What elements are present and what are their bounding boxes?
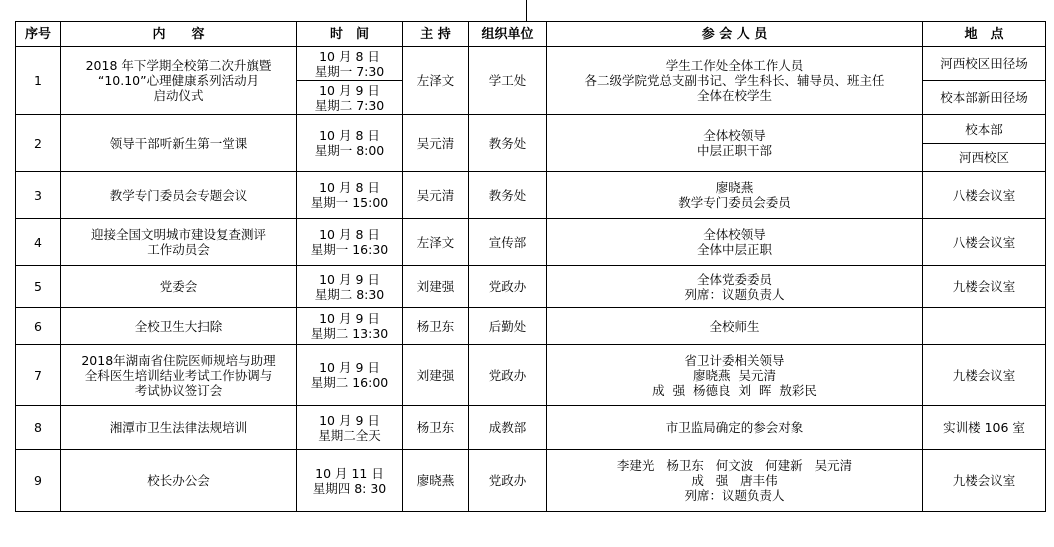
table-row xyxy=(16,219,1046,266)
row-time: 10 月 8 日 星期一 15:00 xyxy=(297,172,403,219)
row-content: 全校卫生大扫除 xyxy=(61,308,297,345)
row-time: 10 月 8 日 星期一 7:30 xyxy=(297,47,403,81)
row-attendees: 廖晓燕 教学专门委员会委员 xyxy=(547,172,923,219)
row-no: 6 xyxy=(16,308,61,345)
header-no: 序号 xyxy=(16,22,61,47)
table-row xyxy=(16,266,1046,308)
row-host: 左泽文 xyxy=(403,47,469,115)
row-org: 党政办 xyxy=(469,450,547,512)
row-org: 党政办 xyxy=(469,266,547,308)
header-time: 时 间 xyxy=(297,22,403,47)
row-no: 1 xyxy=(16,47,61,115)
table-row xyxy=(16,345,1046,406)
row-time: 10 月 9 日 星期二 7:30 xyxy=(297,81,403,115)
header-org: 组织单位 xyxy=(469,22,547,47)
row-content: 校长办公会 xyxy=(61,450,297,512)
row-no: 7 xyxy=(16,345,61,406)
row-attendees: 李建光 杨卫东 何文波 何建新 吴元清 成 强 唐丰伟 列席：议题负责人 xyxy=(547,450,923,512)
row-attendees: 全体校领导 中层正职干部 xyxy=(547,115,923,172)
row-location: 实训楼 106 室 xyxy=(923,406,1046,450)
row-location: 九楼会议室 xyxy=(923,266,1046,308)
row-content: 2018年湖南省住院医师规培与助理 全科医生培训结业考试工作协调与 考试协议签订会 xyxy=(61,345,297,406)
row-attendees: 全体校领导 全体中层正职 xyxy=(547,219,923,266)
header-attendees: 参 会 人 员 xyxy=(547,22,923,47)
header-location: 地 点 xyxy=(923,22,1046,47)
row-no: 2 xyxy=(16,115,61,172)
row-location: 九楼会议室 xyxy=(923,450,1046,512)
row-time: 10 月 9 日 星期二 16:00 xyxy=(297,345,403,406)
row-host: 廖晓燕 xyxy=(403,450,469,512)
row-org: 学工处 xyxy=(469,47,547,115)
row-host: 吴元清 xyxy=(403,172,469,219)
row-content: 湘潭市卫生法律法规培训 xyxy=(61,406,297,450)
row-content: 迎接全国文明城市建设复查测评 工作动员会 xyxy=(61,219,297,266)
row-location: 河西校区田径场 xyxy=(923,47,1046,81)
row-no: 8 xyxy=(16,406,61,450)
row-time: 10 月 9 日 星期二全天 xyxy=(297,406,403,450)
row-location: 九楼会议室 xyxy=(923,345,1046,406)
row-location: 八楼会议室 xyxy=(923,172,1046,219)
table-row xyxy=(16,308,1046,345)
row-location xyxy=(923,308,1046,345)
row-attendees: 全校师生 xyxy=(547,308,923,345)
row-no: 3 xyxy=(16,172,61,219)
row-no: 5 xyxy=(16,266,61,308)
header-content: 内 容 xyxy=(61,22,297,47)
row-org: 教务处 xyxy=(469,172,547,219)
row-time: 10 月 11 日 星期四 8: 30 xyxy=(297,450,403,512)
top-divider-line xyxy=(526,0,527,21)
row-org: 后勤处 xyxy=(469,308,547,345)
row-attendees: 省卫计委相关领导 廖晓燕 吴元清 成 强 杨德良 刘 晖 敖彩民 xyxy=(547,345,923,406)
table-row xyxy=(16,450,1046,512)
row-location: 校本部 xyxy=(923,115,1046,144)
row-location: 河西校区 xyxy=(923,144,1046,172)
row-org: 党政办 xyxy=(469,345,547,406)
row-host: 左泽文 xyxy=(403,219,469,266)
row-host: 杨卫东 xyxy=(403,406,469,450)
row-location: 校本部新田径场 xyxy=(923,81,1046,115)
row-host: 刘建强 xyxy=(403,345,469,406)
table-row xyxy=(16,47,1046,81)
header-host: 主 持 xyxy=(403,22,469,47)
row-content: 领导干部听新生第一堂课 xyxy=(61,115,297,172)
row-time: 10 月 9 日 星期二 8:30 xyxy=(297,266,403,308)
row-content: 教学专门委员会专题会议 xyxy=(61,172,297,219)
table-row xyxy=(16,406,1046,450)
row-host: 刘建强 xyxy=(403,266,469,308)
row-attendees: 学生工作处全体工作人员 各二级学院党总支副书记、学生科长、辅导员、班主任 全体在校学生 xyxy=(547,47,923,115)
row-org: 宣传部 xyxy=(469,219,547,266)
row-host: 杨卫东 xyxy=(403,308,469,345)
row-content: 党委会 xyxy=(61,266,297,308)
row-time: 10 月 8 日 星期一 8:00 xyxy=(297,115,403,172)
row-location: 八楼会议室 xyxy=(923,219,1046,266)
row-attendees: 全体党委委员 列席：议题负责人 xyxy=(547,266,923,308)
meeting-schedule-table xyxy=(15,21,1046,512)
row-org: 教务处 xyxy=(469,115,547,172)
header-row xyxy=(16,22,1046,47)
row-host: 吴元清 xyxy=(403,115,469,172)
row-time: 10 月 9 日 星期二 13:30 xyxy=(297,308,403,345)
table-row xyxy=(16,115,1046,144)
row-no: 9 xyxy=(16,450,61,512)
row-org: 成教部 xyxy=(469,406,547,450)
row-content: 2018 年下学期全校第二次升旗暨 “10.10”心理健康系列活动月 启动仪式 xyxy=(61,47,297,115)
row-attendees: 市卫监局确定的参会对象 xyxy=(547,406,923,450)
row-no: 4 xyxy=(16,219,61,266)
row-time: 10 月 8 日 星期一 16:30 xyxy=(297,219,403,266)
table-row xyxy=(16,172,1046,219)
